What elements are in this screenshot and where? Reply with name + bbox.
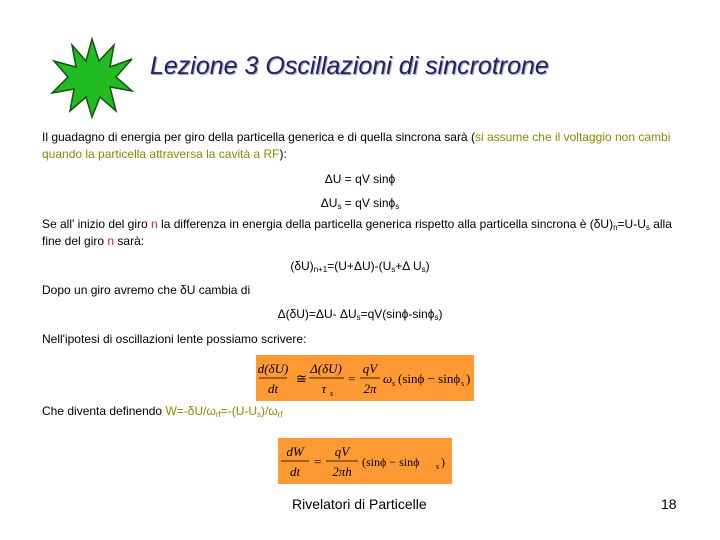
- p2-e: sarà:: [114, 234, 145, 248]
- intro-text: Il guadagno di energia per giro della particella generica e di quella sincrona sarà (: [42, 130, 475, 144]
- f1-frac-den: 2π: [363, 381, 377, 396]
- intro-end: ):: [279, 147, 287, 161]
- eq3-sub3: s: [421, 265, 426, 274]
- footer-course-name: Rivelatori di Particelle: [292, 496, 427, 512]
- p5-hl-c: )/ω: [261, 404, 278, 418]
- definition-w-paragraph: [42, 403, 442, 420]
- green-star-burst-icon: [50, 37, 134, 119]
- f1-mid-den: τ: [321, 381, 327, 396]
- p5-hl-sub: rf: [215, 410, 221, 419]
- f1-lhs-den: dt: [267, 381, 279, 396]
- f1-eq: =: [348, 371, 356, 386]
- eq3-sub2: s: [391, 265, 396, 274]
- eq3-sub: n+1: [313, 265, 328, 274]
- f2-paren: (sinϕ − sinϕ: [362, 455, 420, 469]
- p5-hl-b: =-(U-U: [220, 404, 258, 418]
- assumption-text: si assume che il voltaggio non cambi quando la particella attraversa la cavità a RF: [42, 130, 671, 161]
- eq4-sub2: s: [434, 313, 439, 322]
- f1-paren-sub: s: [461, 379, 465, 388]
- equation-delta-u-n1: [270, 258, 450, 275]
- f1-lhs-num: d(δU): [257, 361, 289, 376]
- eq2-a: ΔU: [320, 196, 338, 210]
- f2-frac-num: qV: [334, 444, 350, 459]
- eq3-d: ): [425, 259, 430, 273]
- p2-n2: n: [107, 234, 115, 248]
- p5-hl-sub2: s: [257, 410, 262, 419]
- eq4-a: Δ(δU)=ΔU- ΔU: [277, 307, 357, 321]
- f1-mid-den-sub: s: [330, 389, 334, 398]
- equation-delta-us: [293, 195, 427, 212]
- eq4-b: =qV(sinϕ-sinϕ: [360, 307, 435, 321]
- f1-mid-num: Δ(δU): [310, 361, 342, 376]
- f2-lhs-num: dW: [286, 444, 304, 459]
- eq2-sub2: s: [395, 202, 400, 211]
- formula-derivative-delta-u: [256, 355, 474, 401]
- p2-b: la differenza in energia della particella generica rispetto alla particella sincrona è (δU): [157, 217, 614, 231]
- f1-frac-num: qV: [362, 361, 378, 376]
- intro-paragraph: [42, 129, 682, 163]
- after-one-turn-text: Dopo un giro avremo che δU cambia di: [42, 283, 251, 297]
- f1-omega-sub: s: [392, 379, 396, 388]
- eq2-b: = qV sinϕ: [341, 196, 396, 210]
- slow-oscillation-text: Nell'ipotesi di oscillazioni lente possiamo scrivere:: [42, 332, 307, 346]
- equation-delta-u: [300, 171, 420, 188]
- f1-approx: ≅: [296, 371, 307, 386]
- p2-sub-s: s: [645, 223, 650, 232]
- p5-a: Che diventa definendo: [42, 404, 166, 418]
- w-definition: [165, 404, 282, 418]
- energy-difference-paragraph: [42, 216, 682, 250]
- eq3-a: (δU): [290, 259, 314, 273]
- p5-hl-sub3: rf: [277, 410, 283, 419]
- p2-a: Se all' inizio del giro: [42, 217, 152, 231]
- f1-paren: (sinϕ − sinϕ: [398, 371, 461, 386]
- f2-lhs-den: dt: [289, 464, 301, 479]
- slide-title: Lezione 3 Oscillazioni di sincrotrone: [150, 52, 549, 80]
- f2-eq: =: [314, 454, 322, 469]
- eq4-c: ): [438, 307, 443, 321]
- page-number: 18: [661, 496, 677, 512]
- f2-frac-den: 2πh: [332, 464, 352, 479]
- f2-paren-close: ): [441, 455, 445, 469]
- p5-hl-a: W=-δU/ω: [165, 404, 216, 418]
- eq1-text: ΔU = qV sinϕ: [324, 172, 396, 186]
- p2-sub-n: n: [613, 223, 618, 232]
- eq3-c: +Δ U: [395, 259, 422, 273]
- f2-paren-sub: s: [436, 462, 440, 471]
- f1-paren-close: ): [466, 371, 471, 386]
- p2-n1: n: [151, 217, 158, 231]
- eq2-sub: s: [337, 202, 342, 211]
- equation-delta-delta-u: [265, 306, 455, 323]
- p2-d: alla fine del giro: [42, 217, 672, 248]
- f1-omega: ω: [383, 371, 393, 386]
- p2-c: =U-U: [617, 217, 646, 231]
- eq3-b: =(U+ΔU)-(U: [327, 259, 392, 273]
- eq4-sub: s: [356, 313, 361, 322]
- formula-dw-dt: [278, 438, 452, 484]
